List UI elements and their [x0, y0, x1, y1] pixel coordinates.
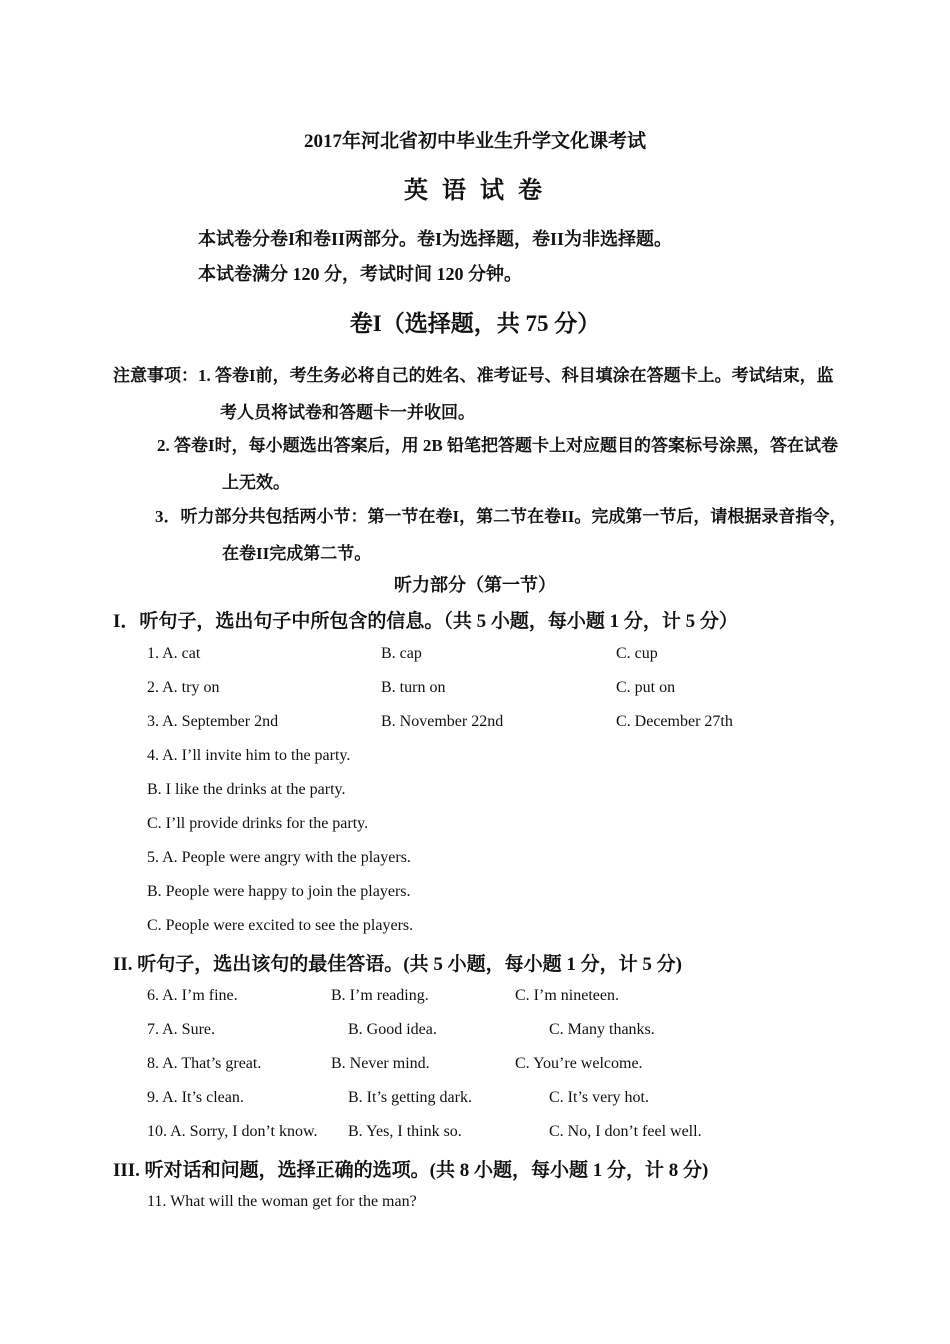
q7-option-c: C. Many thanks. [549, 1021, 655, 1038]
part1-title: 卷I（选择题，共 75 分） [349, 311, 601, 336]
q6-option-c: C. I’m nineteen. [515, 987, 619, 1004]
notes-label: 注意事项： [113, 366, 198, 385]
q1-option-c: C. cup [616, 645, 658, 662]
q5-option-a: 5. A. People were angry with the players. [147, 849, 411, 866]
note-3-line-2: 在卷II完成第二节。 [222, 544, 372, 563]
q8-option-b: B. Never mind. [331, 1055, 430, 1072]
section-2-heading: II. 听句子，选出该句的最佳答语。(共 5 小题，每小题 1 分，计 5 分) [113, 954, 682, 975]
q6-option-a: 6. A. I’m fine. [147, 987, 238, 1004]
notes-block-1 [113, 361, 834, 386]
note-1-line-2: 考人员将试卷和答题卡一并收回。 [220, 403, 475, 422]
q5-option-c: C. People were excited to see the players. [147, 917, 414, 934]
q3-option-c: C. December 27th [616, 713, 733, 730]
listening-heading: 听力部分（第一节） [394, 575, 556, 595]
intro-line-1: 本试卷分卷I和卷II两部分。卷I为选择题，卷II为非选择题。 [198, 229, 673, 249]
q2-option-a: 2. A. try on [147, 679, 220, 696]
q9-option-a: 9. A. It’s clean. [147, 1089, 244, 1106]
q8-option-c: C. You’re welcome. [515, 1055, 643, 1072]
q6-option-b: B. I’m reading. [331, 987, 429, 1004]
section-1-heading: I．听句子，选出句子中所包含的信息。（共 5 小题，每小题 1 分，计 5 分） [113, 611, 738, 632]
q2-option-b: B. turn on [381, 679, 446, 696]
q4-option-c: C. I’ll provide drinks for the party. [147, 815, 369, 832]
q9-option-c: C. It’s very hot. [549, 1089, 649, 1106]
q9-option-b: B. It’s getting dark. [348, 1089, 472, 1106]
note-3-line-1: 3．听力部分共包括两小节：第一节在卷I，第二节在卷II。完成第一节后，请根据录音指令， [155, 507, 847, 526]
q2-option-c: C. put on [616, 679, 676, 696]
q8-option-a: 8. A. That’s great. [147, 1055, 262, 1072]
exam-title: 2017年河北省初中毕业生升学文化课考试 [303, 131, 646, 152]
q4-option-b: B. I like the drinks at the party. [147, 781, 346, 798]
q10-option-a: 10. A. Sorry, I don’t know. [147, 1123, 318, 1140]
q10-option-b: B. Yes, I think so. [348, 1123, 462, 1140]
q1-option-a: 1. A. cat [147, 645, 201, 662]
q3-option-a: 3. A. September 2nd [147, 713, 279, 730]
section-3-heading: III. 听对话和问题，选择正确的选项。(共 8 小题，每小题 1 分，计 8 分) [113, 1160, 709, 1181]
note-1-line-1: 1. 答卷I前，考生务必将自己的姓名、准考证号、科目填涂在答题卡上。考试结束，监 [198, 366, 834, 385]
q1-option-b: B. cap [381, 645, 422, 662]
q10-option-c: C. No, I don’t feel well. [549, 1123, 702, 1140]
q3-option-b: B. November 22nd [381, 713, 504, 730]
note-2-line-2: 上无效。 [222, 473, 290, 492]
q7-option-a: 7. A. Sure. [147, 1021, 215, 1038]
intro-line-2: 本试卷满分 120 分，考试时间 120 分钟。 [198, 264, 522, 284]
q5-option-b: B. People were happy to join the players. [147, 883, 411, 900]
q7-option-b: B. Good idea. [348, 1021, 437, 1038]
q11-stem: 11. What will the woman get for the man? [147, 1193, 417, 1210]
paper-title: 英 语 试 卷 [404, 178, 546, 204]
q4-option-a: 4. A. I’ll invite him to the party. [147, 747, 351, 764]
note-2-line-1: 2. 答卷I时，每小题选出答案后，用 2B 铅笔把答题卡上对应题目的答案标号涂黑，答在试卷 [157, 436, 838, 455]
